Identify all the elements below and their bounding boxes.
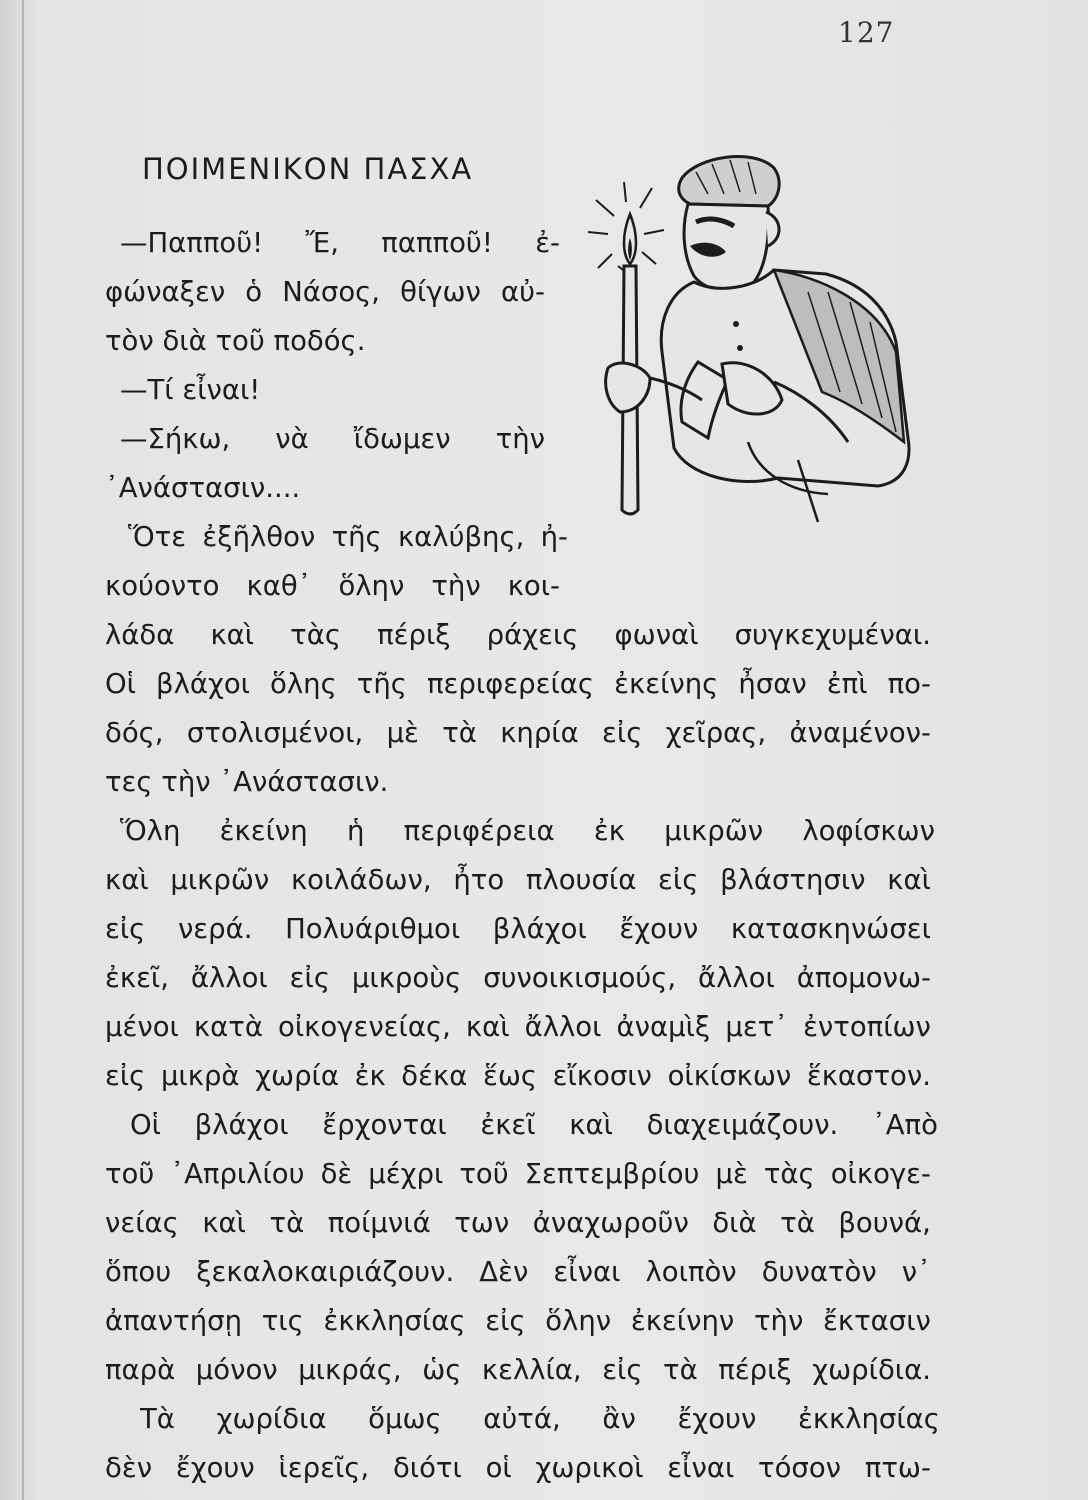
text-line: ᾿Ανάστασιν.... bbox=[105, 472, 301, 504]
page-number: 127 bbox=[838, 16, 895, 49]
shepherd-with-candle-illustration bbox=[578, 142, 918, 532]
text-line: Οἱ βλάχοι ὅλης τῆς περιφερείας ἐκείνης ἦσαν ἐπὶ πο- bbox=[105, 668, 931, 700]
text-line: παρὰ μόνον μικράς, ὡς κελλία, εἰς τὰ πέριξ χωρίδια. bbox=[105, 1354, 931, 1386]
text-line: Οἱ βλάχοι ἔρχονται ἐκεῖ καὶ διαχειμάζουν. ᾿Απὸ bbox=[130, 1109, 938, 1141]
text-line: εἰς μικρὰ χωρία ἐκ δέκα ἕως εἴκοσιν οἰκίσκων ἕκαστον. bbox=[105, 1060, 931, 1092]
cap bbox=[679, 157, 779, 206]
text-line: —Παπποῦ! Ἔ, παπποῦ! ἐ- bbox=[120, 227, 560, 259]
text-line: τὸν διὰ τοῦ ποδός. bbox=[105, 325, 366, 357]
text-line: τες τὴν ᾿Ανάστασιν. bbox=[105, 766, 389, 798]
text-line: ἀπαντήσῃ τις ἐκκλησίας εἰς ὅλην ἐκείνην τὴν ἔκτασιν bbox=[105, 1305, 931, 1337]
text-line: Ὅλη ἐκείνη ἡ περιφέρεια ἐκ μικρῶν λοφίσκων bbox=[120, 815, 935, 847]
text-line: —Τί εἶναι! bbox=[120, 374, 261, 406]
text-line: φώναξεν ὁ Νάσος, θίγων αὐ- bbox=[105, 276, 545, 308]
text-line: κούοντο καθ᾿ ὅλην τὴν κοι- bbox=[105, 570, 560, 602]
text-line: ὅπου ξεκαλοκαιριάζουν. Δὲν εἶναι λοιπὸν δυνατὸν ν᾿ bbox=[105, 1256, 931, 1288]
text-line: δός, στολισμένοι, μὲ τὰ κηρία εἰς χεῖρας, ἀναμένον- bbox=[105, 717, 931, 749]
text-line: νείας καὶ τὰ ποίμνιά των ἀναχωροῦν διὰ τὰ βουνά, bbox=[105, 1207, 931, 1239]
text-line: ἐκεῖ, ἄλλοι εἰς μικροὺς συνοικισμούς, ἄλλοι ἀπομονω- bbox=[105, 962, 931, 994]
candle-hand bbox=[606, 363, 650, 412]
text-line: μένοι κατὰ οἰκογενείας, καὶ ἄλλοι ἀναμὶξ μετ᾿ ἐντοπίων bbox=[105, 1011, 931, 1043]
text-line: καὶ μικρῶν κοιλάδων, ἦτο πλουσία εἰς βλάστησιν καὶ bbox=[105, 864, 931, 896]
text-line: Τὰ χωρίδια ὅμως αὐτά, ἂν ἔχουν ἐκκλησίας bbox=[140, 1403, 940, 1435]
text-line: λάδα καὶ τὰς πέριξ ράχεις φωναὶ συγκεχυμέναι. bbox=[105, 619, 931, 651]
text-line: τοῦ ᾿Απριλίου δὲ μέχρι τοῦ Σεπτεμβρίου μὲ τὰς οἰκογε- bbox=[105, 1158, 931, 1190]
chapter-title: ΠΟΙΜΕΝΙΚΟΝ ΠΑΣΧΑ bbox=[142, 152, 474, 186]
text-line: —Σήκω, νὰ ἴδωμεν τὴν bbox=[120, 423, 545, 455]
text-line: Ὅτε ἐξῆλθον τῆς καλύβης, ἠ- bbox=[128, 521, 568, 553]
text-line: εἰς νερά. Πολυάριθμοι βλάχοι ἔχουν κατασκηνώσει bbox=[105, 913, 931, 945]
ear bbox=[766, 212, 779, 246]
page-spine-edge bbox=[22, 0, 24, 1500]
text-line: δὲν ἔχουν ἱερεῖς, διότι οἱ χωρικοὶ εἶναι τόσον πτω- bbox=[105, 1452, 931, 1484]
